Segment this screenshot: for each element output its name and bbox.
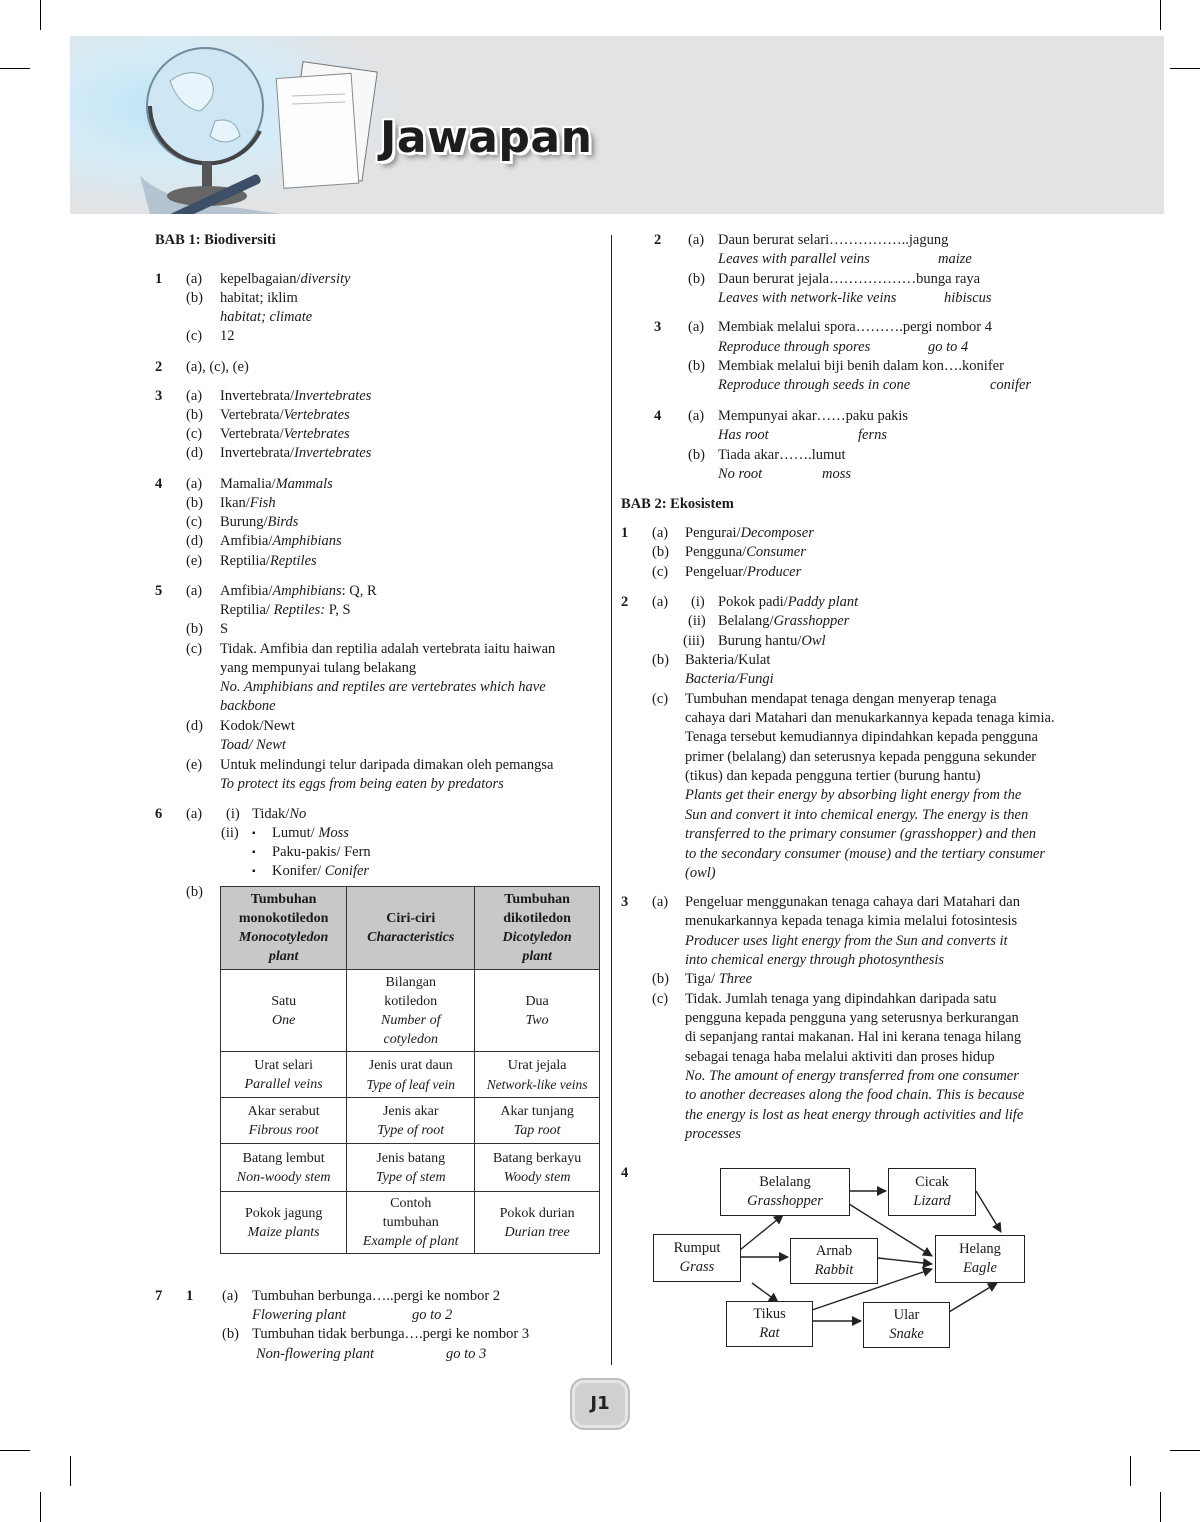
list-item: Konifer/ Conifer <box>272 863 370 879</box>
bab1-q5a-label: (a) <box>186 583 203 599</box>
list-item: Burung/Birds <box>220 514 299 530</box>
bab1-q3-number: 3 <box>155 388 163 404</box>
r-q3a-label: (a) <box>688 319 705 335</box>
list-item: Ikan/Fish <box>220 495 276 511</box>
bab1-q1a-label: (a) <box>186 271 203 287</box>
bab1-q2-answer: (a), (c), (e) <box>186 359 249 375</box>
bab1-q6a-label: (a) <box>186 806 203 822</box>
bab1-q6ai-answer: Tidak/No <box>252 806 307 822</box>
list-item: Vertebrata/Vertebrates <box>220 426 350 442</box>
r-q3b-answer: Membiak melalui biji benih dalam kon….konifer <box>718 358 1004 374</box>
bab2-q2c-translation: (owl) <box>685 865 716 881</box>
bab2-q3b-answer: Tiga/ Three <box>685 971 753 987</box>
bab1-q5-number: 5 <box>155 583 163 599</box>
r-q3b-translation: Reproduce through seeds in cone <box>718 377 911 393</box>
bab2-q3c-answer: sebagai tenaga haba melalui aktiviti dan proses hidup <box>685 1049 995 1065</box>
bab1-q7b-answer: Tumbuhan tidak berbunga….pergi ke nombor 3 <box>252 1326 530 1342</box>
bab1-q5e-label: (e) <box>186 757 203 773</box>
table-cell: Pokok durian Durian tree <box>475 1192 600 1254</box>
bab2-q3c-answer: Tidak. Jumlah tenaga yang dipindahkan daripada satu <box>685 991 997 1007</box>
table-header-cell: Tumbuhan dikotiledon Dicotyledon plant <box>475 887 600 970</box>
bab2-q2b-label: (b) <box>652 652 669 668</box>
table-header-cell: Ciri-ciri Characteristics <box>347 887 475 970</box>
bab2-q3a-label: (a) <box>652 894 669 910</box>
bab1-q5d-translation: Toad/ Newt <box>220 737 286 753</box>
page-number: J1 <box>570 1378 630 1430</box>
bab2-q3-number: 3 <box>621 894 629 910</box>
list-item: (d) <box>186 533 203 549</box>
bab1-q1c-answer: 12 <box>220 328 235 344</box>
bab2-q3c-translation: to another decreases along the food chain. This is because <box>685 1087 1025 1103</box>
bab2-q2a-label: (a) <box>652 594 669 610</box>
bab1-q7-sub: 1 <box>186 1288 194 1304</box>
r-q2b-label: (b) <box>688 271 705 287</box>
r-q3a-translation: Reproduce through spores <box>718 339 871 355</box>
food-web-node-lizard: Cicak Lizard <box>888 1168 976 1216</box>
bab1-q7b-label: (b) <box>222 1326 239 1342</box>
bab1-q5a-line2: Reptilia/ Reptiles: P, S <box>220 602 351 618</box>
bab2-q2b-answer: Bakteria/Kulat <box>685 652 771 668</box>
bab1-q1b-translation: habitat; climate <box>220 309 313 325</box>
r-q4a-translation: ferns <box>858 427 887 443</box>
bab2-q4-number: 4 <box>621 1165 629 1181</box>
bab2-q3a-answer: menukarkannya kepada tenaga kimia melalui fotosintesis <box>685 913 1018 929</box>
r-q3a-answer: Membiak melalui spora……….pergi nombor 4 <box>718 319 992 335</box>
table-cell: Satu One <box>221 970 347 1052</box>
r-q4a-translation: Has root <box>718 427 769 443</box>
arrow-lizard-eagle <box>976 1191 1001 1232</box>
r-q4a-answer: Mempunyai akar……paku pakis <box>718 408 909 424</box>
bab2-q3a-answer: Pengeluar menggunakan tenaga cahaya dari Matahari dan <box>685 894 1020 910</box>
bab1-q7a-translation: Flowering plant <box>252 1307 346 1323</box>
list-item: Lumut/ Moss <box>272 825 349 841</box>
r-q4b-translation: No root <box>718 466 763 482</box>
r-q4b-translation: moss <box>822 466 852 482</box>
bab1-q7a-translation: go to 2 <box>412 1307 453 1323</box>
bab1-q7a-answer: Tumbuhan berbunga…..pergi ke nombor 2 <box>252 1288 501 1304</box>
bab2-q2b-translation: Bacteria/Fungi <box>685 671 774 687</box>
food-web-node-rabbit: Arnab Rabbit <box>790 1238 878 1284</box>
r-q4b-answer: Tiada akar…….lumut <box>718 447 846 463</box>
list-item: Mamalia/Mammals <box>220 476 333 492</box>
table-cell: Pokok jagung Maize plants <box>221 1192 347 1254</box>
list-item: Pengeluar/Producer <box>685 564 802 580</box>
arrow-grass-rat <box>752 1283 778 1302</box>
bab1-heading: BAB 1: Biodiversiti <box>155 232 276 248</box>
r-q4-number: 4 <box>654 408 662 424</box>
list-item: Pengurai/Decomposer <box>685 525 814 541</box>
bab1-q5c-answer: Tidak. Amfibia dan reptilia adalah vertebrata iaitu haiwan <box>220 641 556 657</box>
bab2-q2c-answer: Tumbuhan mendapat tenaga dengan menyerap tenaga <box>685 691 997 707</box>
bab1-q1b-label: (b) <box>186 290 203 306</box>
bab1-q6b-label: (b) <box>186 884 203 900</box>
bab2-q2aiii-label: (iii) <box>683 633 705 649</box>
bab2-q2ai-label: (i) <box>691 594 705 610</box>
table-cell: Jenis akar Type of root <box>347 1098 475 1144</box>
bab2-q2c-label: (c) <box>652 691 669 707</box>
bab1-q7b-translation: Non-flowering plant <box>256 1346 375 1362</box>
bab2-q3c-translation: the energy is lost as heat energy through activities and life <box>685 1107 1024 1123</box>
table-cell: Batang berkayu Woody stem <box>475 1144 600 1192</box>
bab2-q2aii-answer: Belalang/Grasshopper <box>718 613 850 629</box>
table-cell: Urat jejala Network-like veins <box>475 1052 600 1098</box>
bab2-q2aii-label: (ii) <box>688 613 706 629</box>
bab1-q5d-answer: Kodok/Newt <box>220 718 295 734</box>
r-q2a-translation: Leaves with parallel veins <box>718 251 870 267</box>
arrow-grass-grasshopper <box>740 1215 783 1250</box>
table-cell: Dua Two <box>475 970 600 1052</box>
list-item: (a) <box>186 476 203 492</box>
arrow-rabbit-eagle <box>878 1258 932 1264</box>
bab1-q1a-answer: kepelbagaian/diversity <box>220 271 351 287</box>
table-cell: Urat selari Parallel veins <box>221 1052 347 1098</box>
bab2-q3a-translation: Producer uses light energy from the Sun and converts it <box>685 933 1008 949</box>
bab2-q2c-answer: Tenaga tersebut kemudiannya dipindahkan kepada pengguna <box>685 729 1038 745</box>
bab2-q1-number: 1 <box>621 525 629 541</box>
r-q4a-label: (a) <box>688 408 705 424</box>
bab2-q2aiii-answer: Burung hantu/Owl <box>718 633 826 649</box>
list-item: (e) <box>186 553 203 569</box>
list-item: Paku-pakis/ Fern <box>272 844 371 860</box>
list-item: (b) <box>186 495 203 511</box>
bab1-q1-number: 1 <box>155 271 163 287</box>
r-q2b-translation: hibiscus <box>944 290 992 306</box>
food-web-node-grasshopper: Belalang Grasshopper <box>720 1168 850 1216</box>
bab2-heading: BAB 2: Ekosistem <box>621 496 734 512</box>
food-web-node-rat: Tikus Rat <box>726 1301 813 1347</box>
list-item: (c) <box>652 564 669 580</box>
bab2-q3a-translation: into chemical energy through photosynthesis <box>685 952 945 968</box>
bab2-q3c-translation: No. The amount of energy transferred from one consumer <box>685 1068 1019 1084</box>
list-item: Pengguna/Consumer <box>685 544 806 560</box>
bab1-q4-number: 4 <box>155 476 163 492</box>
bab1-q5c-label: (c) <box>186 641 203 657</box>
bab1-q5e-answer: Untuk melindungi telur daripada dimakan oleh pemangsa <box>220 757 554 773</box>
bab2-q2c-answer: primer (belalang) dan seterusnya kepada pengguna sekunder <box>685 749 1037 765</box>
table-cell: Jenis urat daun Type of leaf vein <box>347 1052 475 1098</box>
bab1-q5c-answer: yang mempunyai tulang belakang <box>220 660 417 676</box>
list-item: Amfibia/Amphibians <box>220 533 342 549</box>
food-web-node-eagle: Helang Eagle <box>935 1235 1025 1283</box>
list-item: Invertebrata/Invertebrates <box>220 388 372 404</box>
food-web-node-snake: Ular Snake <box>863 1302 950 1348</box>
bab1-q1b-answer: habitat; iklim <box>220 290 298 306</box>
table-cell: Akar tunjang Tap root <box>475 1098 600 1144</box>
list-item: Invertebrata/Invertebrates <box>220 445 372 461</box>
bullet-icon: ▪ <box>252 828 256 839</box>
table-cell: Akar serabut Fibrous root <box>221 1098 347 1144</box>
table-cell: Jenis batang Type of stem <box>347 1144 475 1192</box>
table-cell: Contoh tumbuhan Example of plant <box>347 1192 475 1254</box>
bab2-q2c-answer: (tikus) dan kepada pengguna tertier (burung hantu) <box>685 768 981 784</box>
list-item: (a) <box>652 525 669 541</box>
bullet-icon: ▪ <box>252 866 256 877</box>
bab1-q1c-label: (c) <box>186 328 203 344</box>
r-q3a-translation: go to 4 <box>928 339 969 355</box>
bab2-q3c-answer: pengguna kepada pengguna yang seterusnya berkurangan <box>685 1010 1019 1026</box>
r-q3b-label: (b) <box>688 358 705 374</box>
r-q2-number: 2 <box>654 232 662 248</box>
list-item: (c) <box>186 426 203 442</box>
page-title: Jawapan <box>380 112 593 163</box>
bab1-q7-number: 7 <box>155 1288 163 1304</box>
bullet-icon: ▪ <box>252 847 256 858</box>
bab2-q3b-label: (b) <box>652 971 669 987</box>
r-q2a-translation: maize <box>938 251 972 267</box>
bab1-q7b-translation: go to 3 <box>446 1346 487 1362</box>
bab1-q5c-translation: backbone <box>220 698 276 714</box>
bab2-q2-number: 2 <box>621 594 629 610</box>
table-cell: Batang lembut Non-woody stem <box>221 1144 347 1192</box>
bab1-q5e-translation: To protect its eggs from being eaten by predators <box>220 776 504 792</box>
bab1-q5c-translation: No. Amphibians and reptiles are vertebrates which have <box>220 679 546 695</box>
table-header-cell: Tumbuhan monokotiledon Monocotyledon plant <box>221 887 347 970</box>
bab1-q6-number: 6 <box>155 806 163 822</box>
bab1-q5b-answer: S <box>220 621 229 637</box>
bab2-q2c-translation: transferred to the primary consumer (grasshopper) and then <box>685 826 1037 842</box>
r-q2a-answer: Daun berurat selari……………..jagung <box>718 232 949 248</box>
list-item: (b) <box>186 407 203 423</box>
list-item: (a) <box>186 388 203 404</box>
bab1-q7a-label: (a) <box>222 1288 239 1304</box>
bab1-q6aii-label: (ii) <box>221 825 239 841</box>
bab2-q2c-translation: Plants get their energy by absorbing light energy from the <box>685 787 1022 803</box>
r-q3b-translation: conifer <box>990 377 1032 393</box>
bab2-q2c-answer: cahaya dari Matahari dan menukarkannya kepada tenaga kimia. <box>685 710 1055 726</box>
bab1-q2-number: 2 <box>155 359 163 375</box>
bab1-q5b-label: (b) <box>186 621 203 637</box>
list-item: (c) <box>186 514 203 530</box>
food-web-node-grass: Rumput Grass <box>653 1234 741 1282</box>
r-q2a-label: (a) <box>688 232 705 248</box>
list-item: Reptilia/Reptiles <box>220 553 317 569</box>
bab2-q2c-translation: Sun and convert it into chemical energy. The energy is then <box>685 807 1029 823</box>
bab2-q3c-answer: di sepanjang rantai makanan. Hal ini kerana tenaga hilang <box>685 1029 1022 1045</box>
r-q4b-label: (b) <box>688 447 705 463</box>
bab1-q5d-label: (d) <box>186 718 203 734</box>
list-item: (b) <box>652 544 669 560</box>
bab1-q5a-line1: Amfibia/Amphibians: Q, R <box>220 583 377 599</box>
r-q2b-translation: Leaves with network-like veins <box>718 290 897 306</box>
arrow-snake-eagle <box>949 1283 997 1312</box>
list-item: (d) <box>186 445 203 461</box>
bab2-q2ai-answer: Pokok padi/Paddy plant <box>718 594 859 610</box>
bab2-q2c-translation: to the secondary consumer (mouse) and the tertiary consumer <box>685 846 1046 862</box>
bab2-q3c-label: (c) <box>652 991 669 1007</box>
r-q2b-answer: Daun berurat jejala………………bunga raya <box>718 271 981 287</box>
bab1-q6ai-label: (i) <box>226 806 240 822</box>
list-item: Vertebrata/Vertebrates <box>220 407 350 423</box>
bab2-q3c-translation: processes <box>685 1126 741 1142</box>
r-q3-number: 3 <box>654 319 662 335</box>
table-cell: Bilangan kotiledon Number of cotyledon <box>347 970 475 1052</box>
